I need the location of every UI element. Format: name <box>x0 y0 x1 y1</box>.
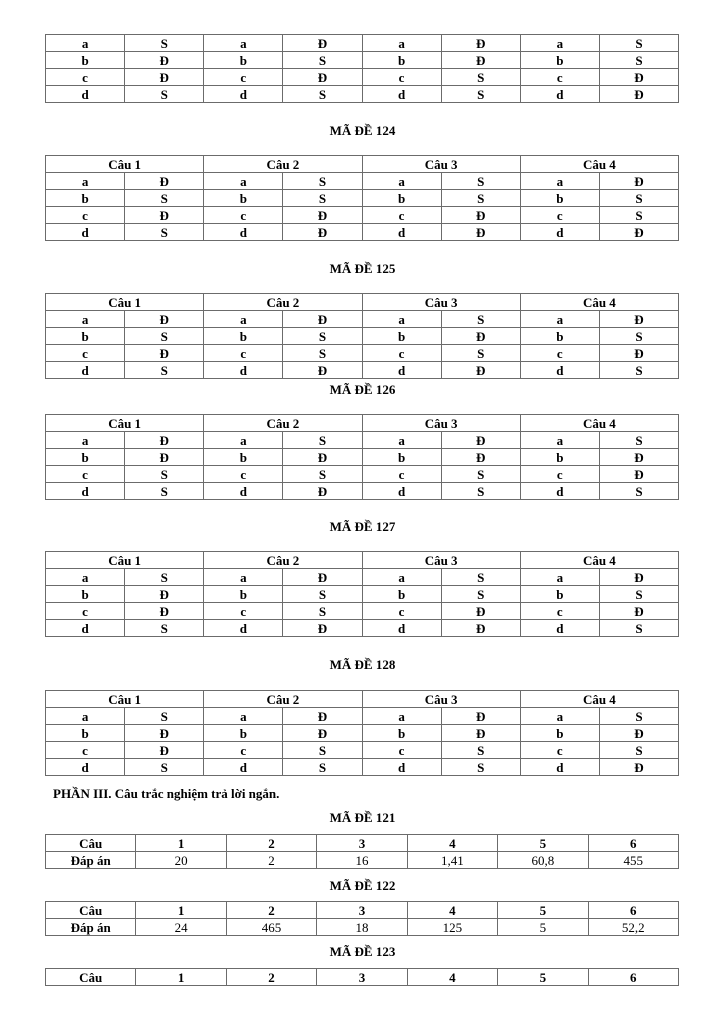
answer-cell: S <box>283 586 362 603</box>
answer-cell: Đ <box>283 207 362 224</box>
table-row <box>46 603 679 620</box>
answer-cell: S <box>125 362 204 379</box>
answer-cell: Đ <box>283 362 362 379</box>
answer-cell: Đ <box>441 620 520 637</box>
option-letter-cell: b <box>204 586 283 603</box>
answer-value-cell: 125 <box>407 919 497 936</box>
answer-cell: S <box>599 207 678 224</box>
option-letter-cell: b <box>520 586 599 603</box>
option-letter-cell: b <box>362 328 441 345</box>
answer-cell: S <box>599 328 678 345</box>
option-letter-cell: c <box>46 466 125 483</box>
answer-cell: Đ <box>125 725 204 742</box>
exam-code-heading: MÃ ĐỀ 128 <box>329 657 396 672</box>
answer-label-cell: Đáp án <box>46 852 136 869</box>
table-row <box>46 586 679 603</box>
answer-cell: S <box>441 190 520 207</box>
option-letter-cell: a <box>46 708 125 725</box>
answer-value-cell: 52,2 <box>588 919 678 936</box>
question-header-cell: Câu 2 <box>204 294 362 311</box>
table-row <box>46 569 679 586</box>
table-header-row <box>46 835 679 852</box>
option-letter-cell: c <box>362 603 441 620</box>
table-row <box>46 449 679 466</box>
option-letter-cell: a <box>520 432 599 449</box>
answer-value-cell: 455 <box>588 852 678 869</box>
option-letter-cell: a <box>520 708 599 725</box>
option-letter-cell: d <box>46 362 125 379</box>
question-header-cell: Câu 1 <box>46 294 204 311</box>
answer-cell: S <box>441 345 520 362</box>
answer-cell: Đ <box>441 725 520 742</box>
answer-cell: Đ <box>441 708 520 725</box>
answer-cell: S <box>125 224 204 241</box>
answer-cell: S <box>441 311 520 328</box>
option-letter-cell: a <box>46 35 125 52</box>
question-number-cell: 6 <box>588 835 678 852</box>
answer-cell: S <box>283 603 362 620</box>
answer-cell: Đ <box>283 69 362 86</box>
answer-cell: S <box>283 190 362 207</box>
option-letter-cell: c <box>204 69 283 86</box>
option-letter-cell: c <box>362 345 441 362</box>
answer-cell: Đ <box>125 52 204 69</box>
answer-cell: Đ <box>599 173 678 190</box>
option-letter-cell: d <box>520 483 599 500</box>
question-header-cell: Câu 2 <box>204 156 362 173</box>
answer-cell: Đ <box>283 725 362 742</box>
table-row <box>46 708 679 725</box>
answer-value-cell: 60,8 <box>498 852 588 869</box>
answer-cell: Đ <box>599 603 678 620</box>
option-letter-cell: d <box>362 86 441 103</box>
table-header-row <box>46 902 679 919</box>
question-label-cell: Câu <box>46 835 136 852</box>
table-row <box>46 345 679 362</box>
option-letter-cell: b <box>46 328 125 345</box>
true-false-answer-table <box>45 414 679 500</box>
short-answer-table <box>45 968 679 986</box>
option-letter-cell: b <box>204 328 283 345</box>
answer-cell: Đ <box>599 466 678 483</box>
answer-row <box>46 919 679 936</box>
option-letter-cell: a <box>520 35 599 52</box>
table-row <box>46 466 679 483</box>
answer-cell: Đ <box>441 35 520 52</box>
answer-cell: S <box>441 483 520 500</box>
exam-code-heading: MÃ ĐỀ 121 <box>329 810 396 825</box>
answer-cell: S <box>283 328 362 345</box>
option-letter-cell: b <box>362 52 441 69</box>
table-header-row <box>46 415 679 432</box>
answer-cell: Đ <box>283 620 362 637</box>
option-letter-cell: c <box>520 345 599 362</box>
exam-code-heading: MÃ ĐỀ 124 <box>329 123 396 138</box>
table-header-row <box>46 969 679 986</box>
true-false-answer-table <box>45 155 679 241</box>
question-header-cell: Câu 2 <box>204 691 362 708</box>
question-number-cell: 4 <box>407 902 497 919</box>
option-letter-cell: a <box>46 173 125 190</box>
answer-cell: Đ <box>125 345 204 362</box>
answer-cell: S <box>441 466 520 483</box>
question-header-cell: Câu 3 <box>362 294 520 311</box>
option-letter-cell: b <box>520 449 599 466</box>
answer-label-cell: Đáp án <box>46 919 136 936</box>
option-letter-cell: c <box>520 603 599 620</box>
option-letter-cell: c <box>46 69 125 86</box>
option-letter-cell: a <box>204 569 283 586</box>
answer-cell: Đ <box>599 759 678 776</box>
question-number-cell: 2 <box>226 969 316 986</box>
answer-cell: Đ <box>125 311 204 328</box>
option-letter-cell: b <box>204 190 283 207</box>
answer-value-cell: 2 <box>226 852 316 869</box>
option-letter-cell: c <box>362 742 441 759</box>
question-number-cell: 3 <box>317 835 407 852</box>
question-number-cell: 5 <box>498 835 588 852</box>
option-letter-cell: d <box>46 483 125 500</box>
option-letter-cell: d <box>520 362 599 379</box>
answer-cell: Đ <box>599 311 678 328</box>
option-letter-cell: a <box>520 173 599 190</box>
option-letter-cell: a <box>46 311 125 328</box>
answer-cell: S <box>283 742 362 759</box>
section-title: PHẦN III. Câu trắc nghiệm trả lời ngắn. <box>53 786 280 801</box>
table-header-row <box>46 156 679 173</box>
option-letter-cell: b <box>520 52 599 69</box>
option-letter-cell: a <box>204 35 283 52</box>
answer-value-cell: 24 <box>136 919 226 936</box>
option-letter-cell: d <box>204 362 283 379</box>
answer-cell: Đ <box>283 708 362 725</box>
option-letter-cell: c <box>362 466 441 483</box>
option-letter-cell: b <box>362 190 441 207</box>
answer-cell: S <box>125 328 204 345</box>
exam-code-heading: MÃ ĐỀ 122 <box>329 878 396 893</box>
answer-cell: Đ <box>441 224 520 241</box>
option-letter-cell: d <box>46 620 125 637</box>
answer-value-cell: 20 <box>136 852 226 869</box>
question-label-cell: Câu <box>46 902 136 919</box>
question-header-cell: Câu 4 <box>520 156 678 173</box>
answer-cell: S <box>599 432 678 449</box>
option-letter-cell: a <box>362 173 441 190</box>
option-letter-cell: b <box>46 52 125 69</box>
option-letter-cell: b <box>46 586 125 603</box>
option-letter-cell: d <box>362 483 441 500</box>
option-letter-cell: a <box>362 35 441 52</box>
option-letter-cell: b <box>46 190 125 207</box>
answer-cell: S <box>599 586 678 603</box>
answer-cell: S <box>441 69 520 86</box>
answer-cell: S <box>125 620 204 637</box>
option-letter-cell: d <box>520 86 599 103</box>
answer-cell: S <box>599 52 678 69</box>
answer-cell: S <box>125 569 204 586</box>
answer-cell: S <box>283 173 362 190</box>
table-row <box>46 759 679 776</box>
answer-cell: Đ <box>125 603 204 620</box>
answer-cell: S <box>125 759 204 776</box>
answer-cell: Đ <box>441 52 520 69</box>
answer-cell: Đ <box>599 86 678 103</box>
question-number-cell: 6 <box>588 902 678 919</box>
table-row <box>46 86 679 103</box>
question-number-cell: 1 <box>136 969 226 986</box>
table-row <box>46 725 679 742</box>
table-row <box>46 190 679 207</box>
option-letter-cell: d <box>204 620 283 637</box>
option-letter-cell: b <box>520 328 599 345</box>
answer-cell: Đ <box>441 449 520 466</box>
answer-value-cell: 18 <box>317 919 407 936</box>
exam-code-heading: MÃ ĐỀ 127 <box>329 519 396 534</box>
question-header-cell: Câu 3 <box>362 691 520 708</box>
option-letter-cell: b <box>520 190 599 207</box>
answer-cell: S <box>283 86 362 103</box>
answer-cell: S <box>283 52 362 69</box>
answer-cell: Đ <box>599 224 678 241</box>
question-number-cell: 3 <box>317 969 407 986</box>
option-letter-cell: b <box>204 449 283 466</box>
option-letter-cell: a <box>204 173 283 190</box>
question-header-cell: Câu 4 <box>520 415 678 432</box>
answer-cell: Đ <box>125 432 204 449</box>
answer-cell: S <box>441 586 520 603</box>
answer-cell: S <box>283 759 362 776</box>
answer-cell: S <box>599 708 678 725</box>
option-letter-cell: a <box>204 708 283 725</box>
answer-cell: Đ <box>599 569 678 586</box>
answer-cell: Đ <box>599 345 678 362</box>
answer-value-cell: 1,41 <box>407 852 497 869</box>
option-letter-cell: d <box>204 759 283 776</box>
option-letter-cell: d <box>204 224 283 241</box>
answer-cell: Đ <box>441 432 520 449</box>
table-row <box>46 52 679 69</box>
answer-cell: S <box>441 742 520 759</box>
option-letter-cell: d <box>362 362 441 379</box>
option-letter-cell: b <box>362 586 441 603</box>
true-false-answer-table <box>45 690 679 776</box>
option-letter-cell: d <box>520 620 599 637</box>
answer-cell: S <box>441 569 520 586</box>
option-letter-cell: c <box>520 69 599 86</box>
option-letter-cell: a <box>520 311 599 328</box>
question-header-cell: Câu 4 <box>520 294 678 311</box>
short-answer-table <box>45 901 679 936</box>
answer-cell: S <box>125 86 204 103</box>
answer-cell: Đ <box>599 69 678 86</box>
option-letter-cell: d <box>204 86 283 103</box>
option-letter-cell: d <box>362 224 441 241</box>
table-header-row <box>46 552 679 569</box>
option-letter-cell: b <box>362 449 441 466</box>
question-number-cell: 6 <box>588 969 678 986</box>
answer-value-cell: 5 <box>498 919 588 936</box>
question-header-cell: Câu 4 <box>520 552 678 569</box>
option-letter-cell: d <box>204 483 283 500</box>
short-answer-table <box>45 834 679 869</box>
option-letter-cell: a <box>46 432 125 449</box>
question-number-cell: 3 <box>317 902 407 919</box>
option-letter-cell: c <box>46 603 125 620</box>
answer-cell: Đ <box>441 328 520 345</box>
question-header-cell: Câu 1 <box>46 156 204 173</box>
option-letter-cell: d <box>520 224 599 241</box>
answer-cell: S <box>441 86 520 103</box>
answer-cell: S <box>599 742 678 759</box>
answer-cell: Đ <box>125 742 204 759</box>
option-letter-cell: c <box>204 207 283 224</box>
answer-cell: S <box>125 190 204 207</box>
answer-cell: Đ <box>441 207 520 224</box>
option-letter-cell: d <box>46 759 125 776</box>
answer-cell: Đ <box>283 35 362 52</box>
answer-cell: Đ <box>283 311 362 328</box>
option-letter-cell: c <box>520 466 599 483</box>
option-letter-cell: b <box>520 725 599 742</box>
question-header-cell: Câu 3 <box>362 552 520 569</box>
option-letter-cell: a <box>362 708 441 725</box>
option-letter-cell: c <box>362 69 441 86</box>
table-row <box>46 328 679 345</box>
answer-cell: S <box>125 466 204 483</box>
answer-cell: Đ <box>283 483 362 500</box>
option-letter-cell: c <box>520 207 599 224</box>
option-letter-cell: c <box>204 466 283 483</box>
question-header-cell: Câu 3 <box>362 156 520 173</box>
answer-cell: S <box>441 173 520 190</box>
question-number-cell: 5 <box>498 969 588 986</box>
answer-cell: S <box>125 708 204 725</box>
table-header-row <box>46 294 679 311</box>
true-false-answer-table <box>45 293 679 379</box>
exam-code-heading: MÃ ĐỀ 126 <box>329 382 396 397</box>
option-letter-cell: a <box>362 432 441 449</box>
answer-cell: Đ <box>441 603 520 620</box>
question-header-cell: Câu 4 <box>520 691 678 708</box>
answer-value-cell: 465 <box>226 919 316 936</box>
option-letter-cell: c <box>204 603 283 620</box>
option-letter-cell: b <box>46 725 125 742</box>
question-number-cell: 1 <box>136 902 226 919</box>
answer-cell: Đ <box>599 449 678 466</box>
answer-cell: S <box>599 483 678 500</box>
table-row <box>46 207 679 224</box>
answer-cell: Đ <box>441 362 520 379</box>
answer-cell: Đ <box>125 207 204 224</box>
answer-cell: S <box>599 190 678 207</box>
option-letter-cell: c <box>46 742 125 759</box>
answer-value-cell: 16 <box>317 852 407 869</box>
true-false-answer-table <box>45 34 679 103</box>
answer-cell: Đ <box>599 725 678 742</box>
question-number-cell: 1 <box>136 835 226 852</box>
question-header-cell: Câu 1 <box>46 691 204 708</box>
option-letter-cell: a <box>362 569 441 586</box>
answer-cell: S <box>599 620 678 637</box>
answer-cell: Đ <box>125 449 204 466</box>
answer-cell: S <box>125 483 204 500</box>
answer-cell: Đ <box>283 569 362 586</box>
answer-cell: S <box>599 35 678 52</box>
answer-cell: Đ <box>125 69 204 86</box>
option-letter-cell: b <box>204 52 283 69</box>
table-row <box>46 35 679 52</box>
answer-cell: S <box>283 466 362 483</box>
option-letter-cell: d <box>46 86 125 103</box>
question-header-cell: Câu 2 <box>204 415 362 432</box>
question-number-cell: 2 <box>226 902 316 919</box>
option-letter-cell: d <box>520 759 599 776</box>
question-number-cell: 2 <box>226 835 316 852</box>
exam-code-heading: MÃ ĐỀ 125 <box>329 261 396 276</box>
answer-cell: Đ <box>125 586 204 603</box>
question-header-cell: Câu 1 <box>46 415 204 432</box>
table-row <box>46 173 679 190</box>
question-header-cell: Câu 3 <box>362 415 520 432</box>
answer-row <box>46 852 679 869</box>
option-letter-cell: c <box>46 345 125 362</box>
option-letter-cell: c <box>362 207 441 224</box>
option-letter-cell: a <box>46 569 125 586</box>
option-letter-cell: b <box>362 725 441 742</box>
answer-cell: Đ <box>283 449 362 466</box>
option-letter-cell: b <box>204 725 283 742</box>
option-letter-cell: d <box>46 224 125 241</box>
true-false-answer-table <box>45 551 679 637</box>
table-row <box>46 311 679 328</box>
option-letter-cell: d <box>362 620 441 637</box>
answer-cell: S <box>599 362 678 379</box>
question-number-cell: 4 <box>407 835 497 852</box>
table-row <box>46 483 679 500</box>
option-letter-cell: a <box>204 311 283 328</box>
question-header-cell: Câu 2 <box>204 552 362 569</box>
answer-cell: S <box>283 345 362 362</box>
option-letter-cell: a <box>362 311 441 328</box>
table-row <box>46 620 679 637</box>
answer-cell: S <box>125 35 204 52</box>
table-header-row <box>46 691 679 708</box>
question-label-cell: Câu <box>46 969 136 986</box>
option-letter-cell: b <box>46 449 125 466</box>
option-letter-cell: a <box>204 432 283 449</box>
option-letter-cell: c <box>204 742 283 759</box>
option-letter-cell: c <box>204 345 283 362</box>
option-letter-cell: c <box>46 207 125 224</box>
table-row <box>46 742 679 759</box>
option-letter-cell: a <box>520 569 599 586</box>
table-row <box>46 362 679 379</box>
answer-cell: S <box>441 759 520 776</box>
answer-cell: Đ <box>125 173 204 190</box>
option-letter-cell: c <box>520 742 599 759</box>
question-header-cell: Câu 1 <box>46 552 204 569</box>
option-letter-cell: d <box>362 759 441 776</box>
question-number-cell: 4 <box>407 969 497 986</box>
table-row <box>46 224 679 241</box>
table-row <box>46 69 679 86</box>
table-row <box>46 432 679 449</box>
exam-code-heading: MÃ ĐỀ 123 <box>329 944 396 959</box>
question-number-cell: 5 <box>498 902 588 919</box>
answer-cell: S <box>283 432 362 449</box>
answer-cell: Đ <box>283 224 362 241</box>
